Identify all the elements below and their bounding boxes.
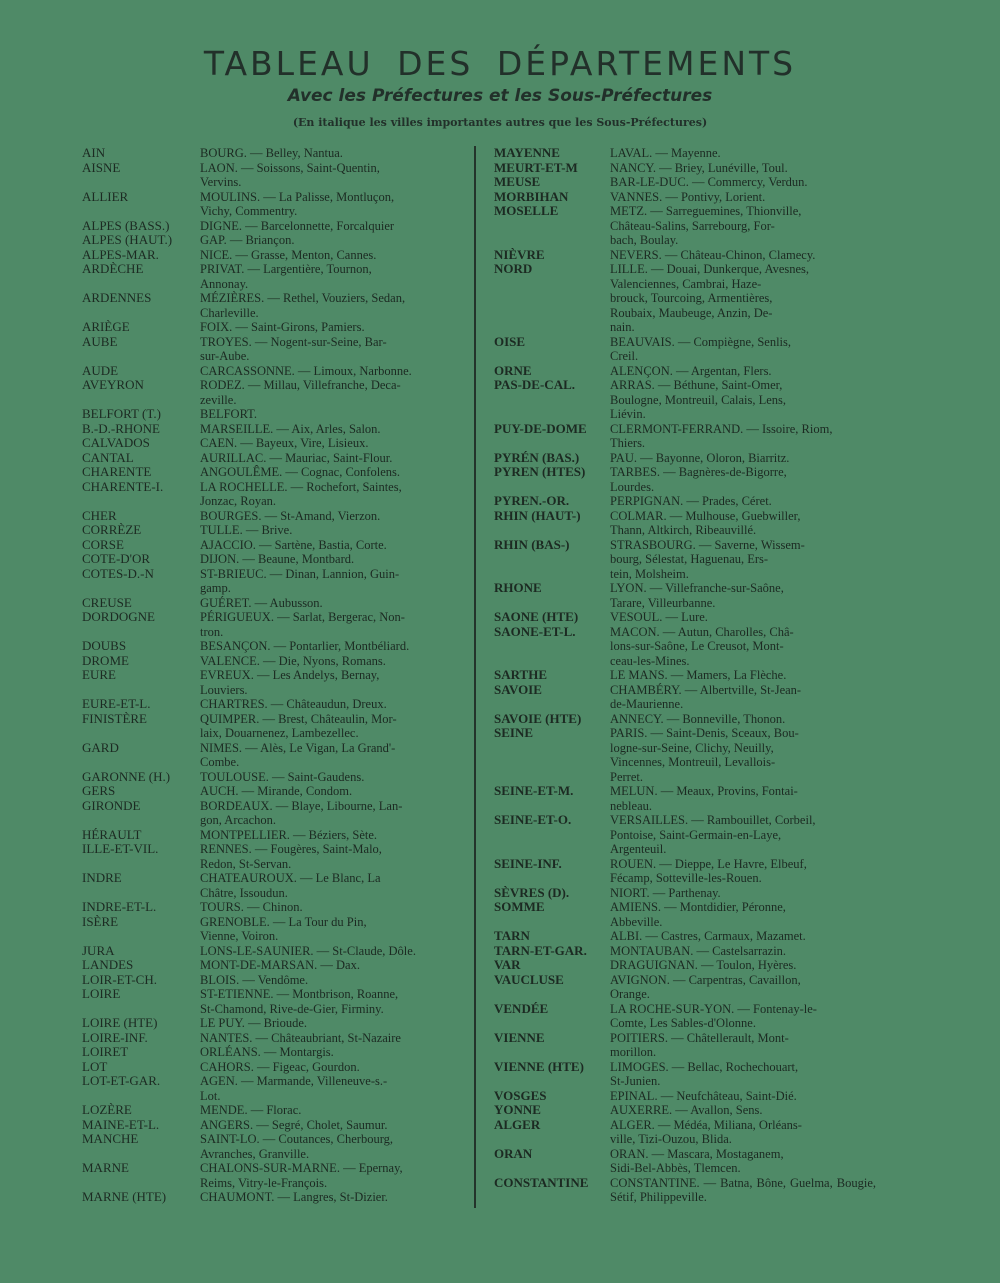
department-row <box>82 146 460 161</box>
department-row <box>494 958 876 973</box>
prefecture-list: DIJON. — Beaune, Montbard. <box>200 552 355 566</box>
italic-note: (En italique les villes importantes autres que les Sous-Préfectures) <box>292 116 708 129</box>
department-name: MEUSE <box>494 175 541 189</box>
prefecture-list: MELUN. — Meaux, Provins, Fontai- nebleau. <box>610 784 798 813</box>
department-name: ORNE <box>494 363 532 378</box>
department-row <box>494 784 876 813</box>
prefecture-list: BOURGES. — St-Amand, Vierzon. <box>200 508 381 523</box>
prefecture-list: MONTPELLIER. — Béziers, Sète. <box>200 827 378 842</box>
prefecture-list: NICE. — Grasse, Menton, Cannes. <box>200 247 377 262</box>
department-row <box>82 1118 460 1133</box>
department-row <box>82 1132 460 1161</box>
department-name: SEINE-INF. <box>494 856 562 871</box>
department-name: B.-D.-RHONE <box>82 421 160 436</box>
prefecture-list: ANGERS. — Segré, Cholet, Saumur. <box>200 1117 388 1132</box>
department-row <box>494 248 876 263</box>
department-name: CORSE <box>82 537 124 552</box>
department-name: FINISTÈRE <box>82 711 147 726</box>
department-name: SAVOIE (HTE) <box>494 711 582 726</box>
prefecture-list: ORLÉANS. — Montargis. <box>200 1045 334 1059</box>
prefecture-list: MENDE. — Florac. <box>200 1103 302 1117</box>
department-row <box>494 451 876 466</box>
right-column <box>494 146 876 1205</box>
department-name: VOSGES <box>494 1088 547 1103</box>
department-name: ARIÈGE <box>82 320 130 334</box>
department-row <box>494 944 876 959</box>
prefecture-list: TARBES. — Bagnères-de-Bigorre, Lourdes. <box>610 465 787 494</box>
department-name: CALVADOS <box>82 436 150 450</box>
prefecture-list: BORDEAUX. — Blaye, Libourne, Lan- gon, Arcachon. <box>200 798 403 827</box>
department-row <box>494 161 876 176</box>
department-row <box>494 973 876 1002</box>
department-name: ARDÈCHE <box>82 262 144 276</box>
prefecture-list: CHATEAUROUX. — Le Blanc, La Châtre, Issoudun. <box>200 871 381 900</box>
department-row <box>82 422 460 437</box>
department-name: CHARENTE <box>82 465 152 479</box>
prefecture-list: CARCASSONNE. — Limoux, Narbonne. <box>200 363 412 378</box>
department-row <box>82 915 460 944</box>
department-name: LOIRE-INF. <box>82 1030 148 1045</box>
department-row <box>82 335 460 364</box>
prefecture-list: QUIMPER. — Brest, Châteaulin, Mor- laix, Douarnenez, Lambezellec. <box>200 711 397 740</box>
department-name: PYREN (HTES) <box>494 465 586 479</box>
department-row <box>82 784 460 799</box>
prefecture-list: COLMAR. — Mulhouse, Guebwiller, Thann, Altkirch, Ribeauvillé. <box>610 508 801 537</box>
prefecture-list: PÉRIGUEUX. — Sarlat, Bergerac, Non- tron. <box>200 610 405 639</box>
department-row <box>494 1031 876 1060</box>
department-name: INDRE <box>82 871 122 885</box>
department-name: ALPES (BASS.) <box>82 218 170 233</box>
prefecture-list: AMIENS. — Montdidier, Péronne, Abbeville. <box>610 900 786 929</box>
prefecture-list: LE MANS. — Mamers, La Flèche. <box>610 668 787 682</box>
department-name: ISÈRE <box>82 914 119 929</box>
department-row <box>494 726 876 784</box>
department-row <box>494 1176 876 1205</box>
department-row <box>82 1045 460 1060</box>
department-row <box>494 712 876 727</box>
prefecture-list: ROUEN. — Dieppe, Le Havre, Elbeuf, Fécamp, Sotteville-les-Rouen. <box>610 856 807 885</box>
department-name: TARN <box>494 929 530 943</box>
department-name: MAYENNE <box>494 146 560 160</box>
department-row <box>82 378 460 407</box>
department-row <box>82 509 460 524</box>
prefecture-list: MACON. — Autun, Charolles, Châ- lons-sur-Saône, Le Creusot, Mont- ceau-les-Mines. <box>610 624 794 668</box>
department-row <box>82 291 460 320</box>
department-name: AVEYRON <box>82 378 144 392</box>
prefecture-list: ORAN. — Mascara, Mostaganem, Sidi-Bel-Abbès, Tlemcen. <box>610 1146 784 1175</box>
department-row <box>82 842 460 871</box>
department-row <box>494 900 876 929</box>
department-name: BELFORT (T.) <box>82 407 161 421</box>
prefecture-list: BAR-LE-DUC. — Commercy, Verdun. <box>610 175 808 189</box>
department-row <box>82 552 460 567</box>
department-name: SAONE (HTE) <box>494 610 579 624</box>
department-name: PYREN.-OR. <box>494 494 570 508</box>
prefecture-list: BELFORT. <box>200 407 258 421</box>
department-name: VIENNE (HTE) <box>494 1059 584 1074</box>
prefecture-list: LILLE. — Douai, Dunkerque, Avesnes, Valenciennes, Cambrai, Haze- brouck, Tourcoing, Armentières, Roubaix, Maubeuge, Anzin, De- nain. <box>610 262 810 334</box>
department-row <box>82 451 460 466</box>
department-name: ORAN <box>494 1146 533 1161</box>
department-row <box>494 1060 876 1089</box>
prefecture-list: TULLE. — Brive. <box>200 523 293 537</box>
department-row <box>494 857 876 886</box>
department-name: ALLIER <box>82 189 129 204</box>
department-name: YONNE <box>494 1103 541 1117</box>
department-row <box>82 610 460 639</box>
department-row <box>82 973 460 988</box>
department-name: CANTAL <box>82 450 134 465</box>
prefecture-list: CAEN. — Bayeux, Vire, Lisieux. <box>200 436 369 450</box>
department-name: MANCHE <box>82 1132 139 1146</box>
department-name: GARD <box>82 740 119 755</box>
department-name: COTES-D.-N <box>82 566 154 581</box>
department-row <box>494 1103 876 1118</box>
prefecture-list: CAHORS. — Figeac, Gourdon. <box>200 1059 360 1074</box>
prefecture-list: NEVERS. — Château-Chinon, Clamecy. <box>610 247 816 262</box>
department-row <box>494 175 876 190</box>
department-name: EURE-ET-L. <box>82 697 151 711</box>
prefecture-list: EPINAL. — Neufchâteau, Saint-Dié. <box>610 1088 797 1103</box>
department-row <box>82 567 460 596</box>
department-row <box>82 900 460 915</box>
department-row <box>494 494 876 509</box>
department-row <box>494 683 876 712</box>
department-name: TARN-ET-GAR. <box>494 943 587 958</box>
prefecture-list: ST-BRIEUC. — Dinan, Lannion, Guin- gamp. <box>200 566 400 595</box>
department-name: PAS-DE-CAL. <box>494 378 576 392</box>
department-row <box>494 581 876 610</box>
prefecture-list: CHAMBÉRY. — Albertville, St-Jean- de-Maurienne. <box>610 682 802 711</box>
department-name: SARTHE <box>494 668 548 682</box>
department-row <box>494 538 876 582</box>
prefecture-list: NIMES. — Alès, Le Vigan, La Grand'- Combe. <box>200 740 396 769</box>
page-subtitle: Avec les Préfectures et les Sous-Préfectures <box>287 86 713 106</box>
department-name: ALPES (HAUT.) <box>82 233 173 247</box>
department-name: SAONE-ET-L. <box>494 624 576 639</box>
prefecture-list: LAVAL. — Mayenne. <box>610 146 721 160</box>
prefecture-list: LIMOGES. — Bellac, Rochechouart, St-Junien. <box>610 1059 799 1088</box>
prefecture-list: VANNES. — Pontivy, Lorient. <box>610 189 766 204</box>
department-name: OISE <box>494 334 526 349</box>
prefecture-list: SAINT-LO. — Coutances, Cherbourg, Avranches, Granville. <box>200 1132 394 1161</box>
prefecture-list: AGEN. — Marmande, Villeneuve-s.- Lot. <box>200 1074 388 1103</box>
department-row <box>82 248 460 263</box>
department-name: LOIR-ET-CH. <box>82 972 157 987</box>
department-row <box>82 987 460 1016</box>
prefecture-list: LONS-LE-SAUNIER. — St-Claude, Dôle. <box>200 943 416 958</box>
department-name: SOMME <box>494 900 545 914</box>
department-row <box>82 668 460 697</box>
prefecture-list: BOURG. — Belley, Nantua. <box>200 146 343 160</box>
department-name: EURE <box>82 668 116 682</box>
department-name: LOZÈRE <box>82 1103 132 1117</box>
department-name: CHARENTE-I. <box>82 479 164 494</box>
prefecture-list: ALGER. — Médéa, Miliana, Orléans- ville, Tizi-Ouzou, Blida. <box>610 1117 802 1146</box>
prefecture-list: VERSAILLES. — Rambouillet, Corbeil, Pontoise, Saint-Germain-en-Laye, Argenteuil. <box>610 813 816 856</box>
prefecture-list: ANGOULÊME. — Cognac, Confolens. <box>200 465 400 479</box>
prefecture-list: NIORT. — Parthenay. <box>610 885 721 900</box>
prefecture-list: TOULOUSE. — Saint-Gaudens. <box>200 769 365 784</box>
department-name: LOIRE (HTE) <box>82 1016 158 1030</box>
department-row <box>494 465 876 494</box>
prefecture-list: MONT-DE-MARSAN. — Dax. <box>200 958 360 972</box>
department-name: MARNE (HTE) <box>82 1190 167 1204</box>
prefecture-list: CONSTANTINE. — Batna, Bône, Guelma, Bougie, Sétif, Philippeville. <box>610 1175 876 1204</box>
department-name: SÈVRES (D). <box>494 885 570 900</box>
department-name: CHER <box>82 508 117 523</box>
prefecture-list: VESOUL. — Lure. <box>610 610 708 624</box>
department-name: LOIRE <box>82 987 121 1001</box>
department-row <box>82 364 460 379</box>
prefecture-list: METZ. — Sarreguemines, Thionville, Château-Salins, Sarrebourg, For- bach, Boulay. <box>610 204 802 247</box>
prefecture-list: TOURS. — Chinon. <box>200 900 303 914</box>
department-row <box>494 813 876 857</box>
prefecture-list: NANCY. — Briey, Lunéville, Toul. <box>610 160 788 175</box>
department-row <box>82 219 460 234</box>
department-row <box>82 1161 460 1190</box>
prefecture-list: VALENCE. — Die, Nyons, Romans. <box>200 653 386 668</box>
department-row <box>82 741 460 770</box>
department-row <box>494 1089 876 1104</box>
department-name: AUBE <box>82 334 118 349</box>
department-name: ALPES-MAR. <box>82 247 159 262</box>
prefecture-list: BLOIS. — Vendôme. <box>200 972 309 987</box>
department-row <box>82 596 460 611</box>
prefecture-list: AVIGNON. — Carpentras, Cavaillon, Orange. <box>610 972 801 1001</box>
prefecture-list: ARRAS. — Béthune, Saint-Omer, Boulogne, Montreuil, Calais, Lens, Liévin. <box>610 378 787 421</box>
department-name: CONSTANTINE <box>494 1175 589 1190</box>
prefecture-list: ANNECY. — Bonneville, Thonon. <box>610 711 786 726</box>
department-row <box>82 697 460 712</box>
department-row <box>494 509 876 538</box>
department-row <box>82 480 460 509</box>
department-name: MEURT-ET-M <box>494 160 578 175</box>
prefecture-list: DRAGUIGNAN. — Toulon, Hyères. <box>610 958 797 972</box>
prefecture-list: CHAUMONT. — Langres, St-Dizier. <box>200 1190 388 1204</box>
department-row <box>82 828 460 843</box>
department-name: RHONE <box>494 581 542 595</box>
department-row <box>494 335 876 364</box>
department-row <box>82 944 460 959</box>
department-row <box>82 523 460 538</box>
department-name: AISNE <box>82 160 121 175</box>
department-row <box>82 1074 460 1103</box>
department-row <box>82 320 460 335</box>
department-name: LANDES <box>82 958 134 972</box>
prefecture-list: MÉZIÈRES. — Rethel, Vouziers, Sedan, Charleville. <box>200 291 406 320</box>
department-row <box>494 610 876 625</box>
department-name: COTE-D'OR <box>82 552 151 566</box>
department-name: VIENNE <box>494 1030 545 1045</box>
department-row <box>82 407 460 422</box>
department-name: NIÈVRE <box>494 247 545 262</box>
department-name: MAINE-ET-L. <box>82 1117 160 1132</box>
department-row <box>494 1118 876 1147</box>
department-name: DORDOGNE <box>82 610 155 624</box>
prefecture-list: FOIX. — Saint-Girons, Pamiers. <box>200 320 365 334</box>
department-name: PUY-DE-DOME <box>494 421 587 436</box>
department-name: MORBIHAN <box>494 189 569 204</box>
department-row <box>82 465 460 480</box>
department-row <box>494 929 876 944</box>
department-name: VENDÉE <box>494 1001 549 1016</box>
left-column <box>82 146 460 1205</box>
prefecture-list: BEAUVAIS. — Compiègne, Senlis, Creil. <box>610 334 792 363</box>
prefecture-list: ALBI. — Castres, Carmaux, Mazamet. <box>610 929 806 943</box>
department-row <box>82 1016 460 1031</box>
department-row <box>494 262 876 335</box>
column-divider <box>474 146 476 1208</box>
prefecture-list: LA ROCHE-SUR-YON. — Fontenay-le- Comte, Les Sables-d'Olonne. <box>610 1001 817 1030</box>
department-name: LOIRET <box>82 1045 129 1059</box>
department-row <box>82 233 460 248</box>
prefecture-list: PERPIGNAN. — Prades, Céret. <box>610 494 772 508</box>
prefecture-list: ALENÇON. — Argentan, Flers. <box>610 363 772 378</box>
department-name: GIRONDE <box>82 798 141 813</box>
department-row <box>494 146 876 161</box>
prefecture-list: TROYES. — Nogent-sur-Seine, Bar- sur-Aube. <box>200 334 387 363</box>
prefecture-list: BESANÇON. — Pontarlier, Montbéliard. <box>200 639 410 653</box>
department-row <box>82 1031 460 1046</box>
department-name: MARNE <box>82 1161 129 1175</box>
prefecture-list: GRENOBLE. — La Tour du Pin, Vienne, Voiron. <box>200 914 367 943</box>
department-row <box>82 639 460 654</box>
department-name: AUDE <box>82 363 119 378</box>
department-name: SAVOIE <box>494 682 542 697</box>
department-name: INDRE-ET-L. <box>82 900 157 914</box>
department-name: CORRÈZE <box>82 523 142 537</box>
prefecture-list: DIGNE. — Barcelonnette, Forcalquier <box>200 218 395 233</box>
department-row <box>494 422 876 451</box>
page-title: TABLEAU DES DÉPARTEMENTS <box>203 44 797 83</box>
prefecture-list: AJACCIO. — Sartène, Bastia, Corte. <box>200 537 387 552</box>
department-row <box>82 770 460 785</box>
department-name: SEINE <box>494 726 534 740</box>
prefecture-list: MOULINS. — La Palisse, Montluçon, Vichy, Commentry. <box>200 189 395 218</box>
department-row <box>82 1103 460 1118</box>
department-name: LOT <box>82 1059 108 1074</box>
department-row <box>494 1002 876 1031</box>
prefecture-list: ST-ETIENNE. — Montbrison, Roanne, St-Chamond, Rive-de-Gier, Firminy. <box>200 987 399 1016</box>
department-name: MOSELLE <box>494 204 559 218</box>
department-row <box>494 668 876 683</box>
prefecture-list: AURILLAC. — Mauriac, Saint-Flour. <box>200 450 393 465</box>
department-row <box>494 364 876 379</box>
prefecture-list: AUCH. — Mirande, Condom. <box>200 784 353 798</box>
prefecture-list: NANTES. — Châteaubriant, St-Nazaire <box>200 1030 401 1045</box>
department-row <box>494 1147 876 1176</box>
department-name: GERS <box>82 784 116 798</box>
department-row <box>494 190 876 205</box>
department-name: RHIN (HAUT-) <box>494 508 581 523</box>
department-row <box>82 436 460 451</box>
department-row <box>82 161 460 190</box>
department-row <box>82 712 460 741</box>
department-name: ARDENNES <box>82 291 152 305</box>
prefecture-list: LA ROCHELLE. — Rochefort, Saintes, Jonzac, Royan. <box>200 479 402 508</box>
prefecture-list: GUÉRET. — Aubusson. <box>200 595 323 610</box>
prefecture-list: MONTAUBAN. — Castelsarrazin. <box>610 943 787 958</box>
department-name: VAR <box>494 958 521 972</box>
department-name: DROME <box>82 653 129 668</box>
prefecture-list: LE PUY. — Brioude. <box>200 1016 308 1030</box>
department-row <box>82 538 460 553</box>
prefecture-list: EVREUX. — Les Andelys, Bernay, Louviers. <box>200 668 380 697</box>
department-row <box>82 262 460 291</box>
department-name: AIN <box>82 146 106 160</box>
department-name: SEINE-ET-M. <box>494 784 574 798</box>
department-row <box>82 958 460 973</box>
department-row <box>82 871 460 900</box>
department-name: SEINE-ET-O. <box>494 813 572 827</box>
prefecture-list: PRIVAT. — Largentière, Tournon, Annonay. <box>200 262 372 291</box>
prefecture-list: AUXERRE. — Avallon, Sens. <box>610 1103 763 1117</box>
department-row <box>82 1190 460 1205</box>
department-row <box>494 625 876 669</box>
prefecture-list: CHALONS-SUR-MARNE. — Epernay, Reims, Vitry-le-François. <box>200 1161 403 1190</box>
department-name: ALGER <box>494 1117 541 1132</box>
department-name: LOT-ET-GAR. <box>82 1074 161 1088</box>
prefecture-list: CLERMONT-FERRAND. — Issoire, Riom, Thiers. <box>610 421 833 450</box>
department-row <box>82 1060 460 1075</box>
department-name: GARONNE (H.) <box>82 769 171 784</box>
department-row <box>82 799 460 828</box>
department-row <box>494 378 876 422</box>
department-name: RHIN (BAS-) <box>494 537 570 552</box>
department-name: DOUBS <box>82 639 127 653</box>
department-name: CREUSE <box>82 595 132 610</box>
prefecture-list: CHARTRES. — Châteaudun, Dreux. <box>200 697 387 711</box>
prefecture-list: RODEZ. — Millau, Villefranche, Deca- zeville. <box>200 378 401 407</box>
department-row <box>82 190 460 219</box>
department-row <box>82 654 460 669</box>
prefecture-list: STRASBOURG. — Saverne, Wissem- bourg, Sélestat, Haguenau, Ers- tein, Molsheim. <box>610 537 805 581</box>
department-name: HÉRAULT <box>82 827 142 842</box>
prefecture-list: GAP. — Briançon. <box>200 233 295 247</box>
department-name: NORD <box>494 262 533 276</box>
department-row <box>494 886 876 901</box>
department-name: ILLE-ET-VIL. <box>82 842 159 856</box>
department-row <box>494 204 876 248</box>
department-name: PYRÉN (BAS.) <box>494 450 580 465</box>
prefecture-list: PAU. — Bayonne, Oloron, Biarritz. <box>610 450 790 465</box>
prefecture-list: MARSEILLE. — Aix, Arles, Salon. <box>200 421 381 436</box>
prefecture-list: LYON. — Villefranche-sur-Saône, Tarare, Villeurbanne. <box>610 581 784 610</box>
prefecture-list: RENNES. — Fougères, Saint-Malo, Redon, St-Servan. <box>200 842 382 871</box>
prefecture-list: PARIS. — Saint-Denis, Sceaux, Bou- logne-sur-Seine, Clichy, Neuilly, Vincennes, Montreuil, Levallois- Perret. <box>610 726 799 784</box>
department-name: JURA <box>82 943 115 958</box>
department-name: VAUCLUSE <box>494 972 564 987</box>
prefecture-list: LAON. — Soissons, Saint-Quentin, Vervins. <box>200 160 380 189</box>
prefecture-list: POITIERS. — Châtellerault, Mont- morillon. <box>610 1030 789 1059</box>
